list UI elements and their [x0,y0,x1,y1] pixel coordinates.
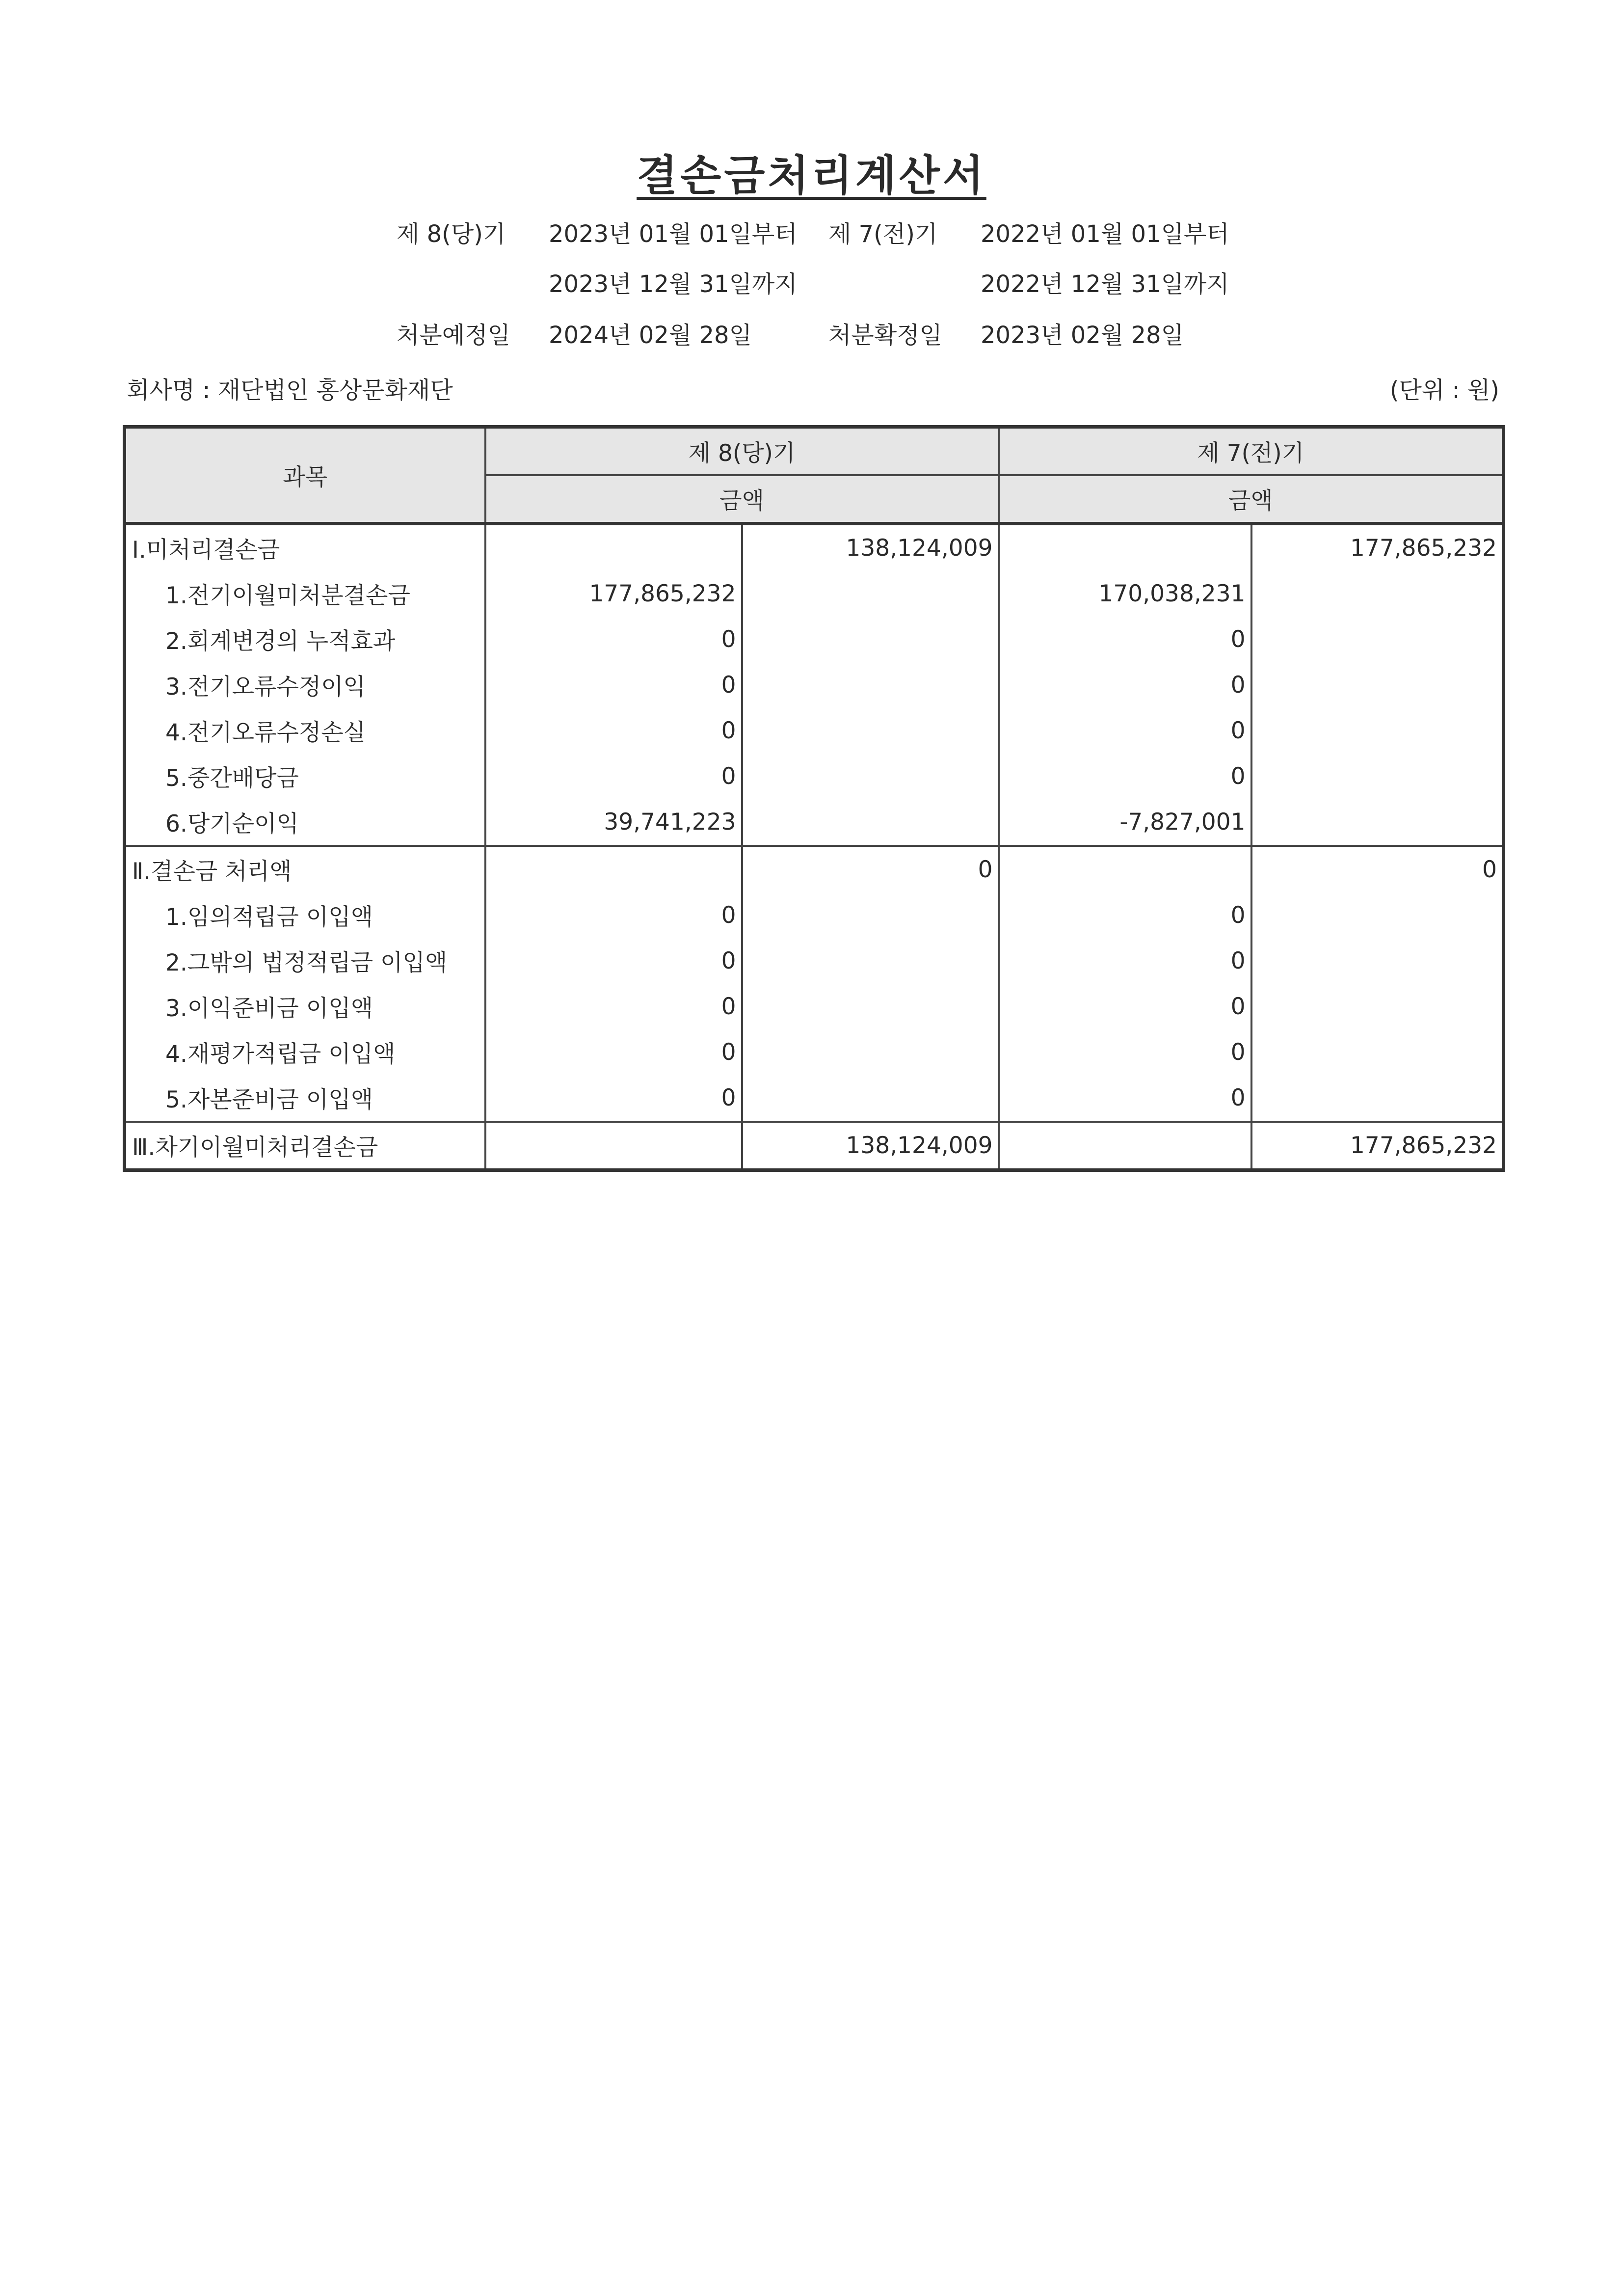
current-total [742,799,999,846]
prior-amount: 170,038,231 [999,571,1251,617]
document-title: 결손금처리계산서 [637,151,986,200]
current-total [742,708,999,754]
current-total [742,938,999,984]
item-label: 1.전기이월미처분결손금 [125,571,485,617]
prior-total [1251,617,1504,662]
table-row [125,617,1504,662]
prior-amount: 0 [999,938,1251,984]
prior-amount: 0 [999,754,1251,799]
current-total [742,754,999,799]
table-row [125,1029,1504,1075]
confirmed-date-label: 처분확정일 [828,322,942,349]
current-total [742,1075,999,1122]
confirmed-date: 2023년 02월 28일 [981,322,1184,349]
prior-total [1251,571,1504,617]
table-row [125,708,1504,754]
prior-total [1251,938,1504,984]
item-label: 2.회계변경의 누적효과 [125,617,485,662]
header-current-period: 제 8(당)기 [485,427,999,476]
table-row [125,892,1504,938]
current-amount: 177,865,232 [485,571,742,617]
current-period-to: 2023년 12월 31일까지 [549,270,798,298]
prior-total [1251,708,1504,754]
current-amount: 0 [485,1029,742,1075]
current-subtotal [485,524,742,571]
current-period-from: 2023년 01월 01일부터 [549,220,798,248]
current-amount: 0 [485,662,742,708]
current-amount: 0 [485,617,742,662]
item-label: 4.전기오류수정손실 [125,708,485,754]
prior-amount: 0 [999,1029,1251,1075]
prior-total [1251,984,1504,1029]
current-total: 138,124,009 [742,524,999,571]
current-amount: 0 [485,984,742,1029]
current-total: 138,124,009 [742,1122,999,1170]
current-amount: 0 [485,938,742,984]
current-amount: 39,741,223 [485,799,742,846]
table-row [125,662,1504,708]
current-total [742,617,999,662]
header-prior-amount: 금액 [999,475,1504,524]
item-label: 2.그밖의 법정적립금 이입액 [125,938,485,984]
item-label: 5.중간배당금 [125,754,485,799]
item-label: 5.자본준비금 이입액 [125,1075,485,1122]
prior-amount: 0 [999,617,1251,662]
planned-date-label: 처분예정일 [397,322,510,349]
current-total [742,1029,999,1075]
prior-total: 0 [1251,846,1504,892]
current-total [742,662,999,708]
header-prior-period: 제 7(전)기 [999,427,1504,476]
table-row [125,799,1504,846]
current-total [742,892,999,938]
company-name: 회사명 : 재단법인 홍상문화재단 [127,377,453,404]
prior-amount: 0 [999,984,1251,1029]
current-amount: 0 [485,892,742,938]
prior-total [1251,662,1504,708]
table-row [125,846,1504,892]
table-row [125,754,1504,799]
prior-amount: 0 [999,892,1251,938]
current-total: 0 [742,846,999,892]
section-label: Ⅲ.차기이월미처리결손금 [125,1122,485,1170]
section-label: Ⅰ.미처리결손금 [125,524,485,571]
item-label: 4.재평가적립금 이입액 [125,1029,485,1075]
prior-total: 177,865,232 [1350,535,1497,562]
current-amount: 0 [485,754,742,799]
prior-amount: -7,827,001 [999,799,1251,846]
table-row [125,1122,1504,1170]
prior-total [1251,754,1504,799]
table-row [125,984,1504,1029]
prior-total [1251,1029,1504,1075]
table-row [125,1075,1504,1122]
item-label: 6.당기순이익 [125,799,485,846]
item-label: 1.임의적립금 이입액 [125,892,485,938]
statement-table [123,425,1505,1172]
table-row [125,571,1504,617]
table-row [125,938,1504,984]
prior-period-to: 2022년 12월 31일까지 [981,270,1229,298]
current-period-label: 제 8(당)기 [397,220,506,248]
prior-period-from: 2022년 01월 01일부터 [981,220,1229,248]
prior-total [1251,799,1504,846]
prior-amount: 0 [999,708,1251,754]
header-subject: 과목 [125,427,485,524]
header-current-amount: 금액 [485,475,999,524]
current-amount: 0 [485,1075,742,1122]
prior-subtotal [999,846,1251,892]
current-subtotal [485,1122,742,1170]
unit-label: (단위 : 원) [1389,377,1499,404]
table-row [125,524,1504,571]
current-total [742,571,999,617]
prior-total [1251,1075,1504,1122]
prior-period-label: 제 7(전)기 [828,220,938,248]
current-total [742,984,999,1029]
current-subtotal [485,846,742,892]
current-amount: 0 [485,708,742,754]
prior-subtotal [999,1122,1251,1170]
prior-total: 177,865,232 [1251,1122,1504,1170]
prior-amount: 0 [999,662,1251,708]
prior-subtotal [999,524,1251,571]
section-label: Ⅱ.결손금 처리액 [125,846,485,892]
item-label: 3.이익준비금 이입액 [125,984,485,1029]
item-label: 3.전기오류수정이익 [125,662,485,708]
prior-total [1251,892,1504,938]
planned-date: 2024년 02월 28일 [549,322,752,349]
prior-amount: 0 [999,1075,1251,1122]
